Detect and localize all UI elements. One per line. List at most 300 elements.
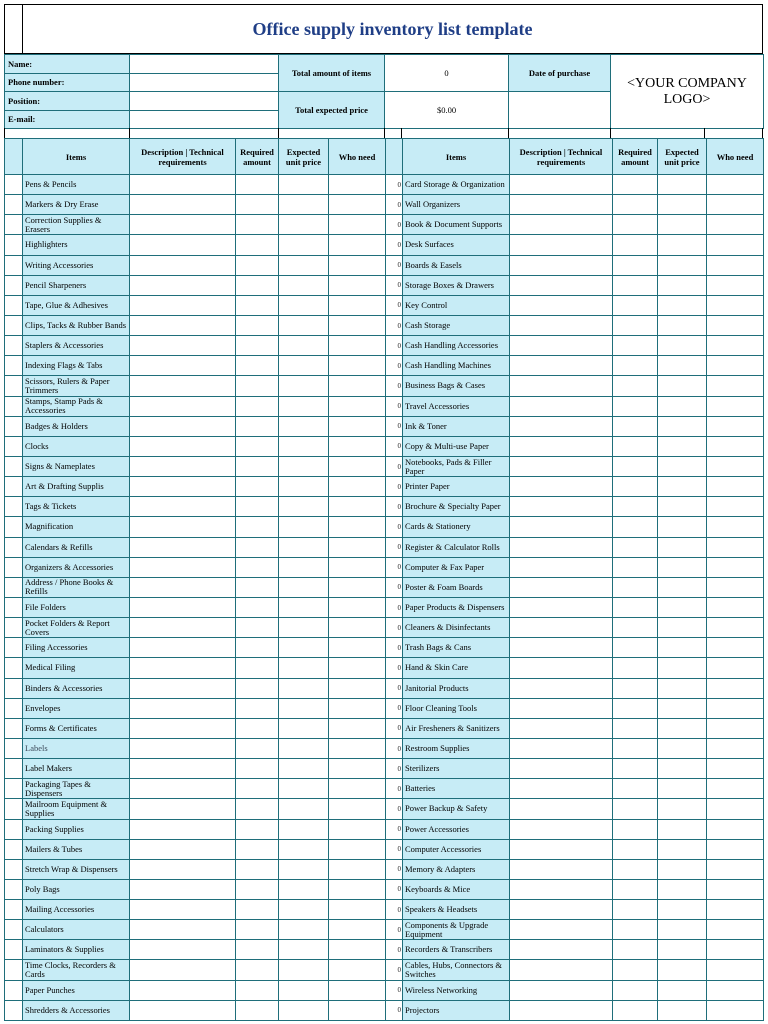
left-who-need-cell[interactable]: [329, 960, 386, 980]
left-unit-price-cell[interactable]: [279, 920, 329, 940]
left-description-cell[interactable]: [130, 738, 236, 758]
left-unit-price-cell[interactable]: [279, 859, 329, 879]
left-required-cell[interactable]: [236, 698, 279, 718]
right-required-cell[interactable]: [613, 255, 658, 275]
left-description-cell[interactable]: [130, 960, 236, 980]
right-who-need-cell[interactable]: [707, 255, 764, 275]
left-description-cell[interactable]: [130, 537, 236, 557]
left-who-need-cell[interactable]: [329, 900, 386, 920]
right-required-cell[interactable]: [613, 175, 658, 195]
right-description-cell[interactable]: [510, 235, 613, 255]
left-required-cell[interactable]: [236, 577, 279, 597]
right-description-cell[interactable]: [510, 597, 613, 617]
left-unit-price-cell[interactable]: [279, 698, 329, 718]
left-unit-price-cell[interactable]: [279, 255, 329, 275]
right-required-cell[interactable]: [613, 597, 658, 617]
left-description-cell[interactable]: [130, 477, 236, 497]
left-description-cell[interactable]: [130, 1000, 236, 1020]
right-unit-price-cell[interactable]: [658, 698, 707, 718]
left-description-cell[interactable]: [130, 859, 236, 879]
right-description-cell[interactable]: [510, 295, 613, 315]
right-description-cell[interactable]: [510, 215, 613, 235]
right-unit-price-cell[interactable]: [658, 517, 707, 537]
right-unit-price-cell[interactable]: [658, 819, 707, 839]
right-unit-price-cell[interactable]: [658, 980, 707, 1000]
left-unit-price-cell[interactable]: [279, 738, 329, 758]
right-description-cell[interactable]: [510, 799, 613, 819]
left-description-cell[interactable]: [130, 980, 236, 1000]
left-unit-price-cell[interactable]: [279, 557, 329, 577]
right-who-need-cell[interactable]: [707, 980, 764, 1000]
left-unit-price-cell[interactable]: [279, 315, 329, 335]
left-unit-price-cell[interactable]: [279, 175, 329, 195]
right-required-cell[interactable]: [613, 315, 658, 335]
left-unit-price-cell[interactable]: [279, 658, 329, 678]
left-who-need-cell[interactable]: [329, 175, 386, 195]
right-who-need-cell[interactable]: [707, 940, 764, 960]
left-description-cell[interactable]: [130, 255, 236, 275]
left-unit-price-cell[interactable]: [279, 759, 329, 779]
right-unit-price-cell[interactable]: [658, 295, 707, 315]
right-who-need-cell[interactable]: [707, 718, 764, 738]
left-who-need-cell[interactable]: [329, 557, 386, 577]
left-description-cell[interactable]: [130, 416, 236, 436]
right-unit-price-cell[interactable]: [658, 799, 707, 819]
left-required-cell[interactable]: [236, 477, 279, 497]
left-who-need-cell[interactable]: [329, 235, 386, 255]
right-who-need-cell[interactable]: [707, 336, 764, 356]
right-required-cell[interactable]: [613, 738, 658, 758]
left-unit-price-cell[interactable]: [279, 477, 329, 497]
left-who-need-cell[interactable]: [329, 618, 386, 638]
left-who-need-cell[interactable]: [329, 376, 386, 396]
right-description-cell[interactable]: [510, 175, 613, 195]
right-description-cell[interactable]: [510, 678, 613, 698]
right-unit-price-cell[interactable]: [658, 839, 707, 859]
right-required-cell[interactable]: [613, 436, 658, 456]
left-unit-price-cell[interactable]: [279, 456, 329, 476]
right-unit-price-cell[interactable]: [658, 235, 707, 255]
left-description-cell[interactable]: [130, 336, 236, 356]
right-description-cell[interactable]: [510, 195, 613, 215]
right-unit-price-cell[interactable]: [658, 779, 707, 799]
left-description-cell[interactable]: [130, 295, 236, 315]
right-required-cell[interactable]: [613, 456, 658, 476]
right-required-cell[interactable]: [613, 678, 658, 698]
right-description-cell[interactable]: [510, 879, 613, 899]
right-description-cell[interactable]: [510, 738, 613, 758]
left-required-cell[interactable]: [236, 779, 279, 799]
left-who-need-cell[interactable]: [329, 315, 386, 335]
left-description-cell[interactable]: [130, 376, 236, 396]
right-who-need-cell[interactable]: [707, 839, 764, 859]
left-description-cell[interactable]: [130, 879, 236, 899]
left-required-cell[interactable]: [236, 597, 279, 617]
left-unit-price-cell[interactable]: [279, 718, 329, 738]
left-who-need-cell[interactable]: [329, 396, 386, 416]
right-description-cell[interactable]: [510, 618, 613, 638]
right-description-cell[interactable]: [510, 577, 613, 597]
left-required-cell[interactable]: [236, 195, 279, 215]
left-required-cell[interactable]: [236, 618, 279, 638]
right-description-cell[interactable]: [510, 980, 613, 1000]
left-required-cell[interactable]: [236, 456, 279, 476]
left-required-cell[interactable]: [236, 517, 279, 537]
right-required-cell[interactable]: [613, 799, 658, 819]
left-who-need-cell[interactable]: [329, 839, 386, 859]
right-description-cell[interactable]: [510, 698, 613, 718]
right-who-need-cell[interactable]: [707, 416, 764, 436]
right-description-cell[interactable]: [510, 537, 613, 557]
right-unit-price-cell[interactable]: [658, 759, 707, 779]
left-description-cell[interactable]: [130, 940, 236, 960]
right-unit-price-cell[interactable]: [658, 920, 707, 940]
right-unit-price-cell[interactable]: [658, 275, 707, 295]
right-description-cell[interactable]: [510, 638, 613, 658]
right-description-cell[interactable]: [510, 517, 613, 537]
left-who-need-cell[interactable]: [329, 859, 386, 879]
left-unit-price-cell[interactable]: [279, 275, 329, 295]
left-description-cell[interactable]: [130, 678, 236, 698]
left-description-cell[interactable]: [130, 839, 236, 859]
left-unit-price-cell[interactable]: [279, 1000, 329, 1020]
left-description-cell[interactable]: [130, 819, 236, 839]
left-required-cell[interactable]: [236, 235, 279, 255]
left-description-cell[interactable]: [130, 436, 236, 456]
right-description-cell[interactable]: [510, 477, 613, 497]
right-required-cell[interactable]: [613, 980, 658, 1000]
right-who-need-cell[interactable]: [707, 396, 764, 416]
right-unit-price-cell[interactable]: [658, 960, 707, 980]
right-description-cell[interactable]: [510, 356, 613, 376]
right-description-cell[interactable]: [510, 456, 613, 476]
left-who-need-cell[interactable]: [329, 215, 386, 235]
right-who-need-cell[interactable]: [707, 900, 764, 920]
left-unit-price-cell[interactable]: [279, 819, 329, 839]
right-required-cell[interactable]: [613, 940, 658, 960]
right-unit-price-cell[interactable]: [658, 577, 707, 597]
right-required-cell[interactable]: [613, 839, 658, 859]
left-required-cell[interactable]: [236, 879, 279, 899]
right-who-need-cell[interactable]: [707, 698, 764, 718]
right-unit-price-cell[interactable]: [658, 738, 707, 758]
left-description-cell[interactable]: [130, 698, 236, 718]
left-description-cell[interactable]: [130, 275, 236, 295]
left-unit-price-cell[interactable]: [279, 416, 329, 436]
left-unit-price-cell[interactable]: [279, 336, 329, 356]
left-description-cell[interactable]: [130, 497, 236, 517]
right-required-cell[interactable]: [613, 195, 658, 215]
right-required-cell[interactable]: [613, 577, 658, 597]
right-who-need-cell[interactable]: [707, 215, 764, 235]
left-unit-price-cell[interactable]: [279, 960, 329, 980]
right-unit-price-cell[interactable]: [658, 900, 707, 920]
right-unit-price-cell[interactable]: [658, 215, 707, 235]
left-description-cell[interactable]: [130, 577, 236, 597]
right-description-cell[interactable]: [510, 940, 613, 960]
right-who-need-cell[interactable]: [707, 799, 764, 819]
left-who-need-cell[interactable]: [329, 295, 386, 315]
right-required-cell[interactable]: [613, 295, 658, 315]
left-required-cell[interactable]: [236, 638, 279, 658]
right-who-need-cell[interactable]: [707, 577, 764, 597]
right-who-need-cell[interactable]: [707, 235, 764, 255]
right-unit-price-cell[interactable]: [658, 255, 707, 275]
left-description-cell[interactable]: [130, 396, 236, 416]
left-unit-price-cell[interactable]: [279, 436, 329, 456]
right-unit-price-cell[interactable]: [658, 497, 707, 517]
right-who-need-cell[interactable]: [707, 1000, 764, 1020]
left-who-need-cell[interactable]: [329, 416, 386, 436]
left-description-cell[interactable]: [130, 175, 236, 195]
left-who-need-cell[interactable]: [329, 920, 386, 940]
left-unit-price-cell[interactable]: [279, 235, 329, 255]
left-description-cell[interactable]: [130, 356, 236, 376]
left-who-need-cell[interactable]: [329, 819, 386, 839]
right-who-need-cell[interactable]: [707, 879, 764, 899]
right-description-cell[interactable]: [510, 759, 613, 779]
left-who-need-cell[interactable]: [329, 356, 386, 376]
left-required-cell[interactable]: [236, 557, 279, 577]
right-who-need-cell[interactable]: [707, 597, 764, 617]
left-unit-price-cell[interactable]: [279, 980, 329, 1000]
right-description-cell[interactable]: [510, 658, 613, 678]
right-description-cell[interactable]: [510, 779, 613, 799]
right-description-cell[interactable]: [510, 718, 613, 738]
left-who-need-cell[interactable]: [329, 799, 386, 819]
right-who-need-cell[interactable]: [707, 618, 764, 638]
name-field[interactable]: [130, 55, 279, 74]
left-unit-price-cell[interactable]: [279, 295, 329, 315]
left-description-cell[interactable]: [130, 718, 236, 738]
left-description-cell[interactable]: [130, 618, 236, 638]
phone-field[interactable]: [130, 73, 279, 92]
right-unit-price-cell[interactable]: [658, 618, 707, 638]
left-who-need-cell[interactable]: [329, 658, 386, 678]
right-required-cell[interactable]: [613, 477, 658, 497]
left-unit-price-cell[interactable]: [279, 497, 329, 517]
right-required-cell[interactable]: [613, 497, 658, 517]
left-required-cell[interactable]: [236, 315, 279, 335]
email-field[interactable]: [130, 110, 279, 129]
right-unit-price-cell[interactable]: [658, 1000, 707, 1020]
left-description-cell[interactable]: [130, 759, 236, 779]
right-description-cell[interactable]: [510, 557, 613, 577]
left-description-cell[interactable]: [130, 215, 236, 235]
right-who-need-cell[interactable]: [707, 960, 764, 980]
left-who-need-cell[interactable]: [329, 537, 386, 557]
right-who-need-cell[interactable]: [707, 456, 764, 476]
left-who-need-cell[interactable]: [329, 738, 386, 758]
right-required-cell[interactable]: [613, 618, 658, 638]
right-required-cell[interactable]: [613, 859, 658, 879]
total-items-value[interactable]: 0: [385, 55, 509, 92]
left-unit-price-cell[interactable]: [279, 678, 329, 698]
right-required-cell[interactable]: [613, 235, 658, 255]
left-unit-price-cell[interactable]: [279, 839, 329, 859]
right-description-cell[interactable]: [510, 315, 613, 335]
right-unit-price-cell[interactable]: [658, 658, 707, 678]
left-who-need-cell[interactable]: [329, 195, 386, 215]
position-field[interactable]: [130, 92, 279, 111]
right-required-cell[interactable]: [613, 416, 658, 436]
right-required-cell[interactable]: [613, 517, 658, 537]
right-who-need-cell[interactable]: [707, 315, 764, 335]
left-who-need-cell[interactable]: [329, 718, 386, 738]
left-required-cell[interactable]: [236, 416, 279, 436]
left-required-cell[interactable]: [236, 255, 279, 275]
left-required-cell[interactable]: [236, 215, 279, 235]
left-description-cell[interactable]: [130, 195, 236, 215]
right-required-cell[interactable]: [613, 356, 658, 376]
left-unit-price-cell[interactable]: [279, 799, 329, 819]
left-required-cell[interactable]: [236, 819, 279, 839]
right-unit-price-cell[interactable]: [658, 456, 707, 476]
left-unit-price-cell[interactable]: [279, 638, 329, 658]
left-unit-price-cell[interactable]: [279, 215, 329, 235]
left-unit-price-cell[interactable]: [279, 879, 329, 899]
left-who-need-cell[interactable]: [329, 980, 386, 1000]
right-unit-price-cell[interactable]: [658, 879, 707, 899]
right-required-cell[interactable]: [613, 819, 658, 839]
left-required-cell[interactable]: [236, 175, 279, 195]
right-who-need-cell[interactable]: [707, 859, 764, 879]
right-description-cell[interactable]: [510, 960, 613, 980]
left-unit-price-cell[interactable]: [279, 577, 329, 597]
right-description-cell[interactable]: [510, 839, 613, 859]
left-required-cell[interactable]: [236, 356, 279, 376]
right-unit-price-cell[interactable]: [658, 175, 707, 195]
right-unit-price-cell[interactable]: [658, 638, 707, 658]
right-description-cell[interactable]: [510, 376, 613, 396]
right-required-cell[interactable]: [613, 396, 658, 416]
right-unit-price-cell[interactable]: [658, 416, 707, 436]
left-who-need-cell[interactable]: [329, 698, 386, 718]
left-unit-price-cell[interactable]: [279, 597, 329, 617]
right-required-cell[interactable]: [613, 537, 658, 557]
right-required-cell[interactable]: [613, 638, 658, 658]
right-who-need-cell[interactable]: [707, 638, 764, 658]
right-unit-price-cell[interactable]: [658, 356, 707, 376]
left-required-cell[interactable]: [236, 900, 279, 920]
right-unit-price-cell[interactable]: [658, 376, 707, 396]
right-unit-price-cell[interactable]: [658, 336, 707, 356]
left-description-cell[interactable]: [130, 517, 236, 537]
left-description-cell[interactable]: [130, 456, 236, 476]
left-description-cell[interactable]: [130, 235, 236, 255]
right-who-need-cell[interactable]: [707, 275, 764, 295]
right-who-need-cell[interactable]: [707, 477, 764, 497]
left-who-need-cell[interactable]: [329, 779, 386, 799]
left-required-cell[interactable]: [236, 436, 279, 456]
right-required-cell[interactable]: [613, 718, 658, 738]
right-who-need-cell[interactable]: [707, 376, 764, 396]
right-who-need-cell[interactable]: [707, 819, 764, 839]
right-required-cell[interactable]: [613, 879, 658, 899]
right-required-cell[interactable]: [613, 557, 658, 577]
left-description-cell[interactable]: [130, 638, 236, 658]
right-required-cell[interactable]: [613, 376, 658, 396]
right-unit-price-cell[interactable]: [658, 678, 707, 698]
left-description-cell[interactable]: [130, 799, 236, 819]
right-required-cell[interactable]: [613, 960, 658, 980]
left-description-cell[interactable]: [130, 900, 236, 920]
left-who-need-cell[interactable]: [329, 336, 386, 356]
right-description-cell[interactable]: [510, 416, 613, 436]
right-unit-price-cell[interactable]: [658, 477, 707, 497]
right-who-need-cell[interactable]: [707, 517, 764, 537]
left-required-cell[interactable]: [236, 336, 279, 356]
left-unit-price-cell[interactable]: [279, 618, 329, 638]
right-unit-price-cell[interactable]: [658, 859, 707, 879]
left-unit-price-cell[interactable]: [279, 195, 329, 215]
right-required-cell[interactable]: [613, 336, 658, 356]
left-who-need-cell[interactable]: [329, 678, 386, 698]
left-required-cell[interactable]: [236, 799, 279, 819]
left-who-need-cell[interactable]: [329, 638, 386, 658]
left-required-cell[interactable]: [236, 376, 279, 396]
left-description-cell[interactable]: [130, 315, 236, 335]
right-unit-price-cell[interactable]: [658, 718, 707, 738]
left-unit-price-cell[interactable]: [279, 356, 329, 376]
left-description-cell[interactable]: [130, 779, 236, 799]
left-unit-price-cell[interactable]: [279, 779, 329, 799]
left-required-cell[interactable]: [236, 658, 279, 678]
right-unit-price-cell[interactable]: [658, 537, 707, 557]
right-who-need-cell[interactable]: [707, 557, 764, 577]
right-description-cell[interactable]: [510, 920, 613, 940]
right-who-need-cell[interactable]: [707, 738, 764, 758]
right-required-cell[interactable]: [613, 698, 658, 718]
right-unit-price-cell[interactable]: [658, 940, 707, 960]
left-required-cell[interactable]: [236, 718, 279, 738]
right-who-need-cell[interactable]: [707, 356, 764, 376]
right-unit-price-cell[interactable]: [658, 396, 707, 416]
left-description-cell[interactable]: [130, 557, 236, 577]
right-unit-price-cell[interactable]: [658, 195, 707, 215]
left-description-cell[interactable]: [130, 597, 236, 617]
left-required-cell[interactable]: [236, 738, 279, 758]
left-required-cell[interactable]: [236, 960, 279, 980]
right-required-cell[interactable]: [613, 215, 658, 235]
left-who-need-cell[interactable]: [329, 517, 386, 537]
left-required-cell[interactable]: [236, 678, 279, 698]
right-who-need-cell[interactable]: [707, 436, 764, 456]
right-required-cell[interactable]: [613, 1000, 658, 1020]
right-description-cell[interactable]: [510, 336, 613, 356]
right-unit-price-cell[interactable]: [658, 315, 707, 335]
right-description-cell[interactable]: [510, 859, 613, 879]
left-who-need-cell[interactable]: [329, 275, 386, 295]
right-who-need-cell[interactable]: [707, 678, 764, 698]
right-description-cell[interactable]: [510, 436, 613, 456]
right-unit-price-cell[interactable]: [658, 597, 707, 617]
right-description-cell[interactable]: [510, 1000, 613, 1020]
left-unit-price-cell[interactable]: [279, 900, 329, 920]
right-who-need-cell[interactable]: [707, 759, 764, 779]
left-required-cell[interactable]: [236, 859, 279, 879]
right-description-cell[interactable]: [510, 275, 613, 295]
left-who-need-cell[interactable]: [329, 577, 386, 597]
right-who-need-cell[interactable]: [707, 295, 764, 315]
right-description-cell[interactable]: [510, 497, 613, 517]
right-who-need-cell[interactable]: [707, 658, 764, 678]
left-who-need-cell[interactable]: [329, 597, 386, 617]
left-required-cell[interactable]: [236, 980, 279, 1000]
left-who-need-cell[interactable]: [329, 436, 386, 456]
right-description-cell[interactable]: [510, 255, 613, 275]
left-required-cell[interactable]: [236, 537, 279, 557]
